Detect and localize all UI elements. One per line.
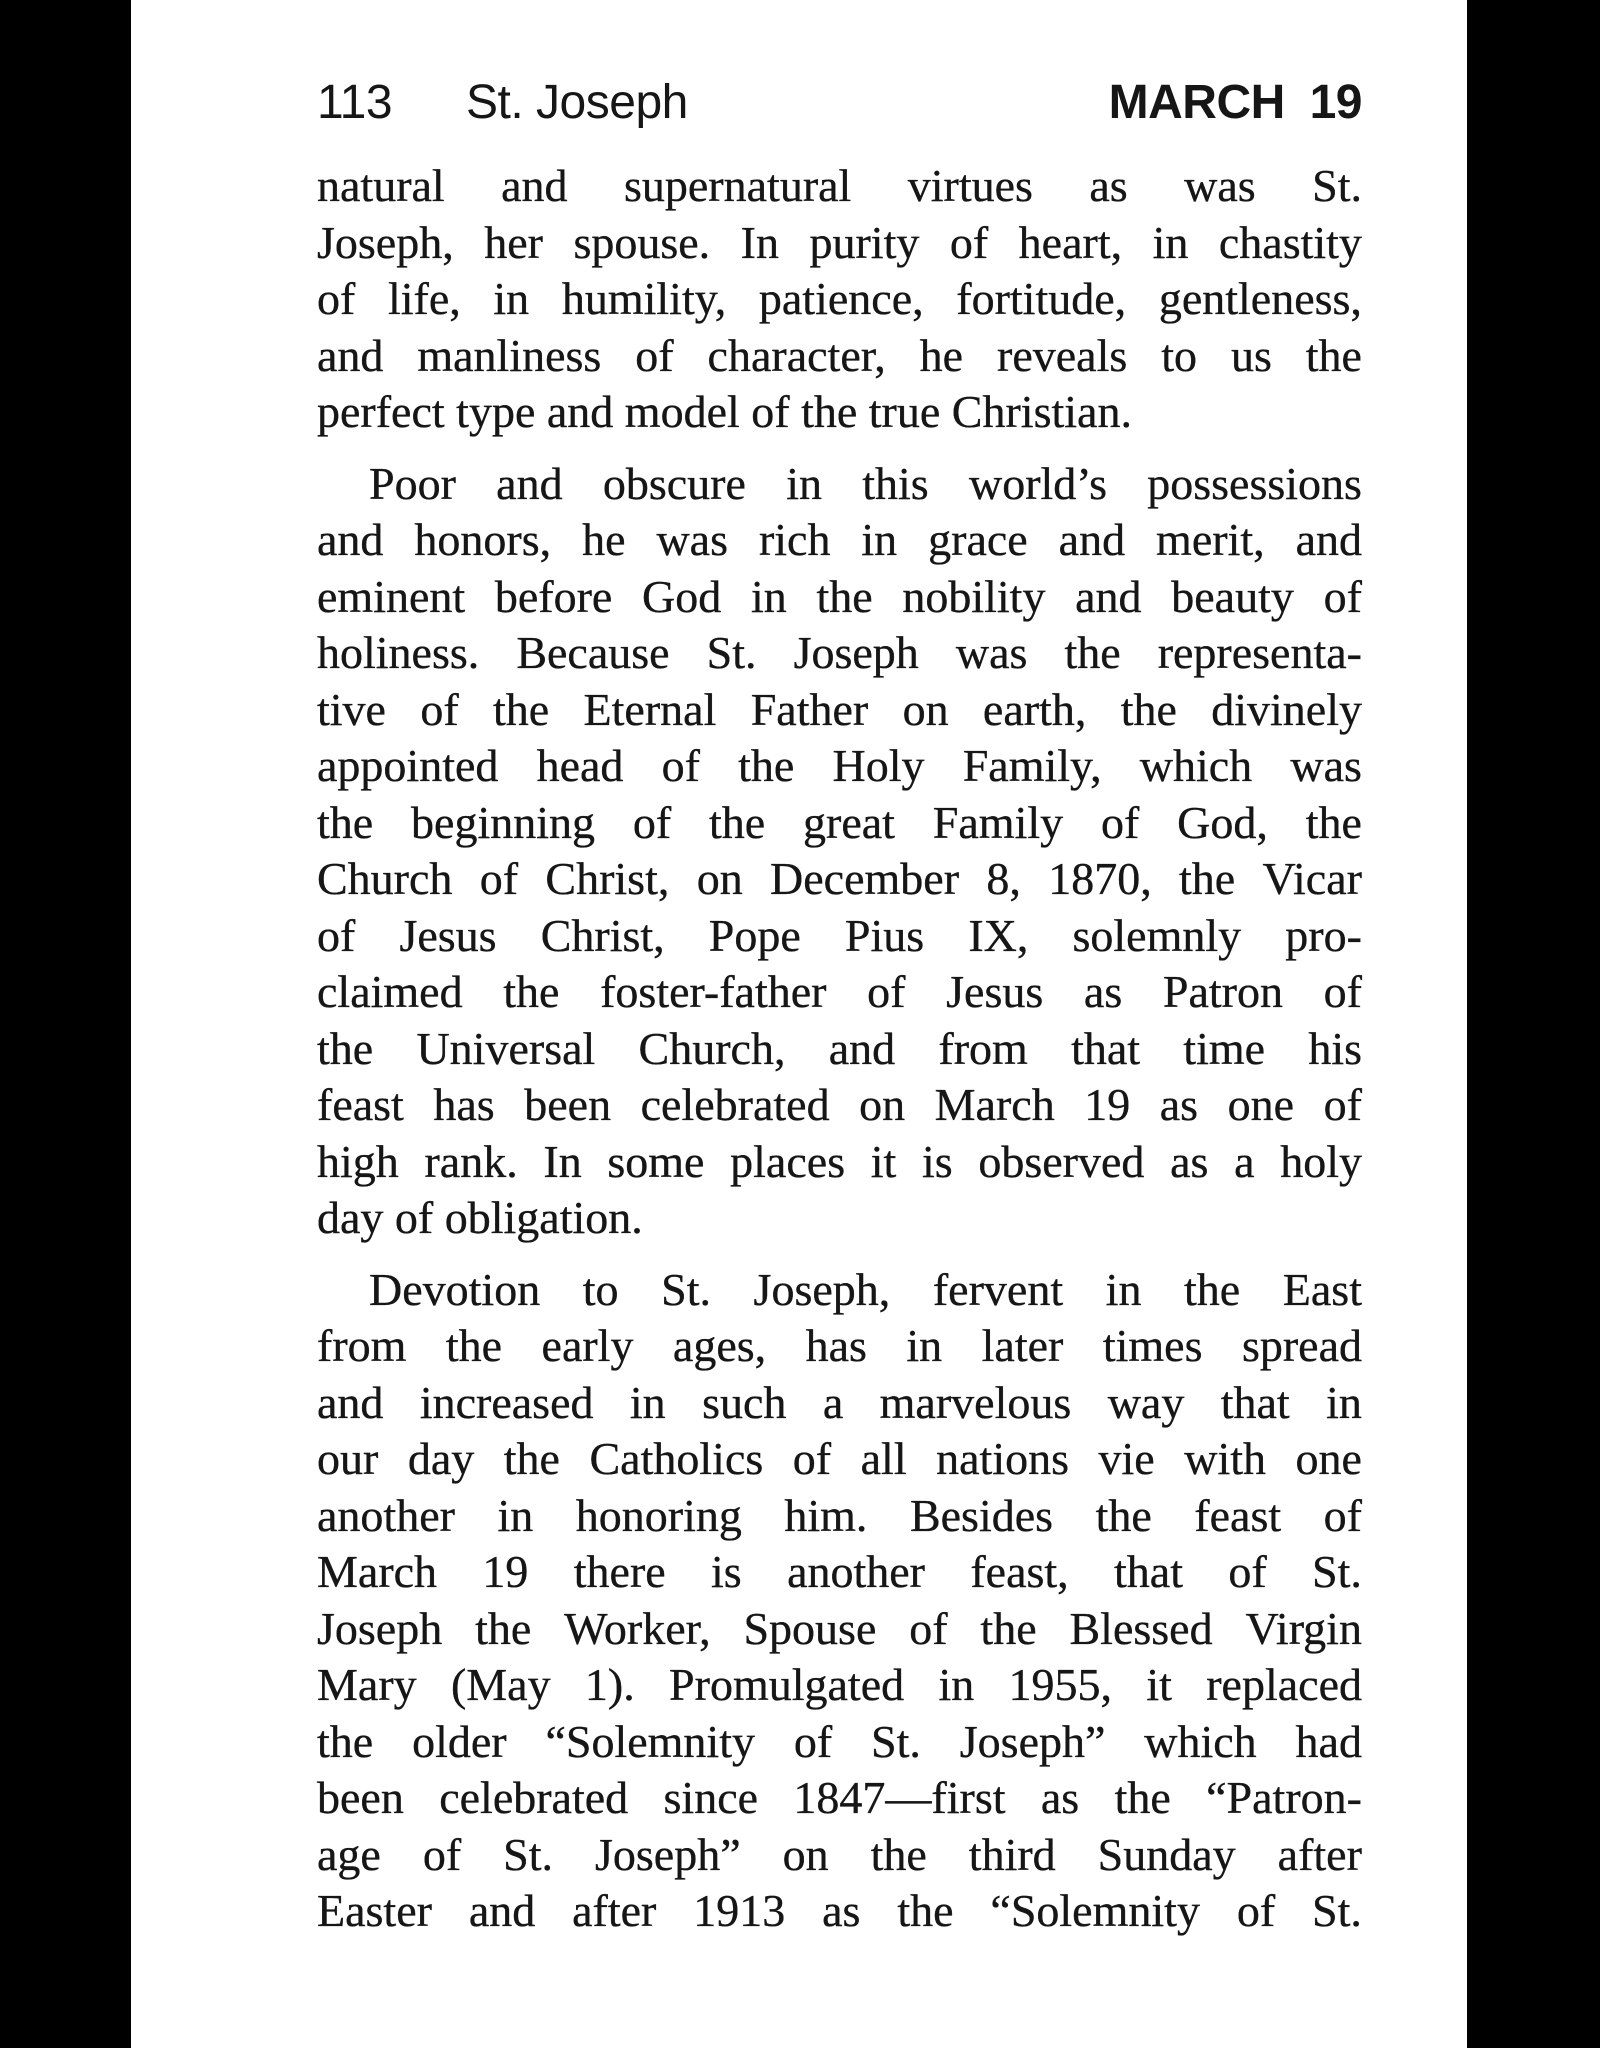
text-line: and increased in such a marvelous way that in	[317, 1376, 1362, 1428]
text-line: and manliness of character, he reveals to us the	[317, 329, 1362, 381]
text-line: another in honoring him. Besides the feast of	[317, 1489, 1362, 1541]
text-line: natural and supernatural virtues as was St.	[317, 160, 1362, 211]
text-line: from the early ages, has in later times spread	[317, 1320, 1362, 1371]
body-text	[317, 158, 1362, 1940]
running-header-left	[317, 76, 688, 129]
text-line: the older “Solemnity of St. Joseph” which had	[317, 1715, 1362, 1767]
page-number: 113	[317, 76, 393, 129]
text-line: day of obligation.	[317, 1192, 643, 1243]
text-line: Mary (May 1). Promulgated in 1955, it replaced	[317, 1659, 1362, 1710]
text-line: the Universal Church, and from that time his	[317, 1022, 1362, 1074]
text-line: March 19 there is another feast, that of St.	[317, 1546, 1362, 1597]
text-line: feast has been celebrated on March 19 as one of	[317, 1079, 1362, 1130]
text-line: tive of the Eternal Father on earth, the divinely	[317, 683, 1362, 735]
paragraph	[317, 1262, 1362, 1940]
text-line: of life, in humility, patience, fortitude, gentleness,	[317, 273, 1362, 324]
text-line: and honors, he was rich in grace and merit, and	[317, 514, 1362, 565]
text-line: claimed the foster-father of Jesus as Patron of	[317, 966, 1362, 1017]
paragraph	[317, 158, 1362, 441]
text-line: Joseph the Worker, Spouse of the Blessed Virgin	[317, 1602, 1362, 1654]
text-line: Devotion to St. Joseph, fervent in the East	[369, 1263, 1362, 1315]
text-line: Church of Christ, on December 8, 1870, the Vicar	[317, 853, 1362, 904]
paragraph	[317, 456, 1362, 1247]
running-header	[317, 76, 1362, 129]
text-line: the beginning of the great Family of God, the	[317, 796, 1362, 848]
text-line: Joseph, her spouse. In purity of heart, in chastity	[317, 216, 1362, 268]
page	[131, 0, 1467, 2048]
text-line: Easter and after 1913 as the “Solemnity of St.	[317, 1885, 1362, 1936]
text-line: high rank. In some places it is observed as a holy	[317, 1135, 1362, 1187]
page-title: St. Joseph	[466, 76, 688, 129]
text-line: age of St. Joseph” on the third Sunday after	[317, 1828, 1362, 1880]
text-line: holiness. Because St. Joseph was the representa-	[317, 627, 1362, 678]
text-line: perfect type and model of the true Christian.	[317, 386, 1132, 437]
date-header: MARCH 19	[1108, 76, 1362, 129]
text-line: Poor and obscure in this world’s possessions	[369, 457, 1362, 509]
text-line: appointed head of the Holy Family, which was	[317, 740, 1362, 791]
text-line: eminent before God in the nobility and beauty of	[317, 570, 1362, 622]
text-line: our day the Catholics of all nations vie with one	[317, 1433, 1362, 1484]
text-line: been celebrated since 1847—first as the “Patron-	[317, 1772, 1362, 1823]
text-line: of Jesus Christ, Pope Pius IX, solemnly pro-	[317, 909, 1362, 961]
